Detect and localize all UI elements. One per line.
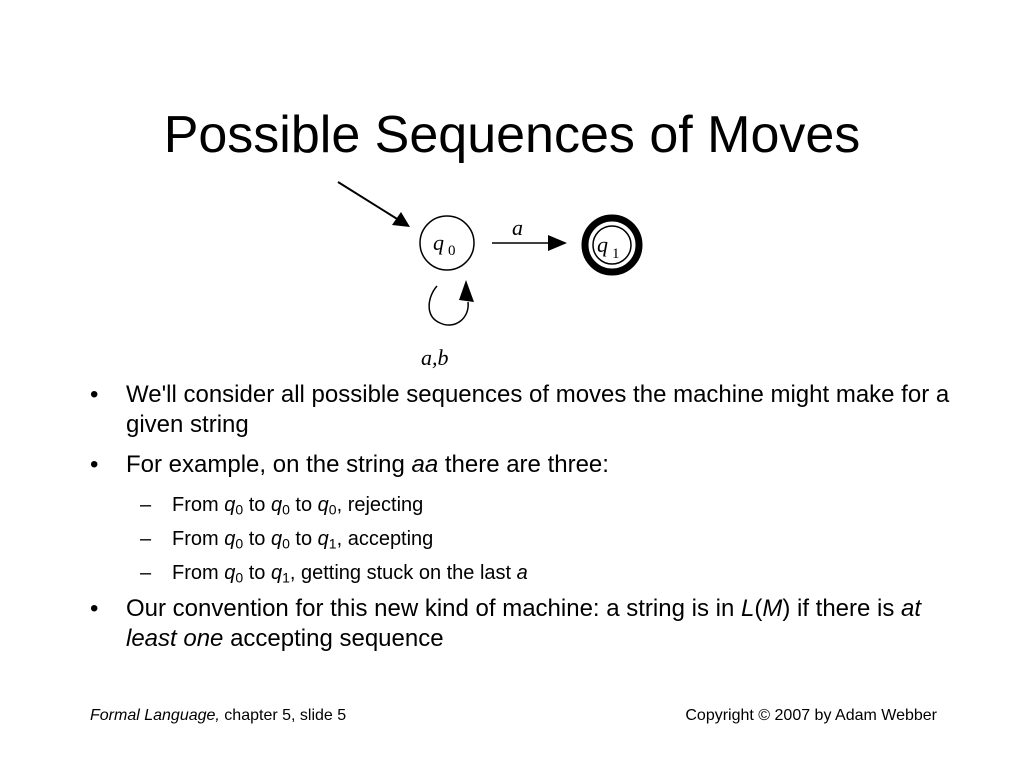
bullet-text: there are three: xyxy=(438,451,609,478)
slide-title: Possible Sequences of Moves xyxy=(163,106,861,164)
sub-bullet-text: to xyxy=(243,562,271,584)
footer-copyright: Copyright © 2007 by Adam Webber xyxy=(685,707,937,724)
bullet-item xyxy=(90,380,960,440)
sub-bullet-text: , rejecting xyxy=(336,494,424,516)
bullet-marker: • xyxy=(90,451,99,478)
state-symbol: q xyxy=(270,494,283,516)
bullet-list xyxy=(90,380,960,664)
self-loop-q0 xyxy=(421,280,474,370)
paren-open: ( xyxy=(754,595,763,622)
state-symbol: q xyxy=(224,562,236,584)
sub-bullet-item xyxy=(90,558,960,588)
sub-bullet-text: , getting stuck on the last xyxy=(289,562,517,584)
dash-marker: – xyxy=(140,528,152,550)
state-subscript: 0 xyxy=(282,501,290,518)
sub-bullet-item xyxy=(90,524,960,554)
language-symbol: L xyxy=(740,595,755,622)
state-symbol: q xyxy=(224,528,236,550)
bullet-emphasis: at least one xyxy=(126,595,922,652)
bullet-emphasis: aa xyxy=(411,451,439,478)
sub-bullet-list xyxy=(90,490,960,588)
bullet-text: accepting sequence xyxy=(223,625,444,652)
bullet-item xyxy=(90,450,960,480)
state-subscript: 0 xyxy=(235,535,244,552)
footer-book-title: Formal Language, xyxy=(90,707,220,724)
sub-bullet-text: to xyxy=(289,494,318,516)
start-arrow xyxy=(338,182,410,227)
transition-a-label: a xyxy=(512,215,523,240)
bullet-marker: • xyxy=(90,381,99,408)
sub-bullet-text: From xyxy=(172,528,225,550)
bullet-text: if there is xyxy=(790,595,902,622)
sub-bullet-item xyxy=(90,490,960,520)
state-symbol: q xyxy=(317,494,329,516)
state-q0 xyxy=(420,216,474,270)
dash-marker: – xyxy=(140,562,152,584)
state-q0-subscript: 0 xyxy=(448,243,456,259)
bullet-text: We'll consider all possible sequences of moves the machine might make for a given string xyxy=(126,381,950,438)
sub-bullet-text: From xyxy=(172,494,225,516)
state-q1-subscript: 1 xyxy=(612,246,620,262)
sub-bullet-text: From xyxy=(172,562,225,584)
transition-a xyxy=(492,215,567,251)
state-subscript: 1 xyxy=(282,569,290,586)
state-subscript: 1 xyxy=(328,535,337,552)
footer-course xyxy=(90,707,346,725)
bullet-item xyxy=(90,594,960,654)
state-q1-letter: q xyxy=(597,232,608,257)
state-subscript: 0 xyxy=(235,501,244,518)
sub-bullet-text: , accepting xyxy=(336,528,434,550)
symbol-a: a xyxy=(516,562,528,584)
state-q0-letter: q xyxy=(433,230,444,255)
bullet-text: For example, on the string xyxy=(126,451,412,478)
footer-slide-ref: chapter 5, slide 5 xyxy=(219,707,347,724)
state-subscript: 0 xyxy=(282,535,290,552)
bullet-text: Our convention for this new kind of machine: a string is in xyxy=(126,595,741,622)
state-symbol: q xyxy=(317,528,329,550)
state-symbol: q xyxy=(270,562,283,584)
sub-bullet-text: to xyxy=(243,494,271,516)
bullet-marker: • xyxy=(90,595,99,622)
state-symbol: q xyxy=(224,494,236,516)
state-q1-accepting xyxy=(585,218,639,272)
self-loop-label: a,b xyxy=(421,345,449,370)
dash-marker: – xyxy=(140,494,152,516)
sub-bullet-text: to xyxy=(289,528,318,550)
state-subscript: 0 xyxy=(328,501,337,518)
machine-symbol: M xyxy=(762,595,783,622)
paren-close: ) xyxy=(782,595,791,622)
sub-bullet-text: to xyxy=(243,528,271,550)
state-symbol: q xyxy=(270,528,283,550)
state-subscript: 0 xyxy=(235,569,244,586)
